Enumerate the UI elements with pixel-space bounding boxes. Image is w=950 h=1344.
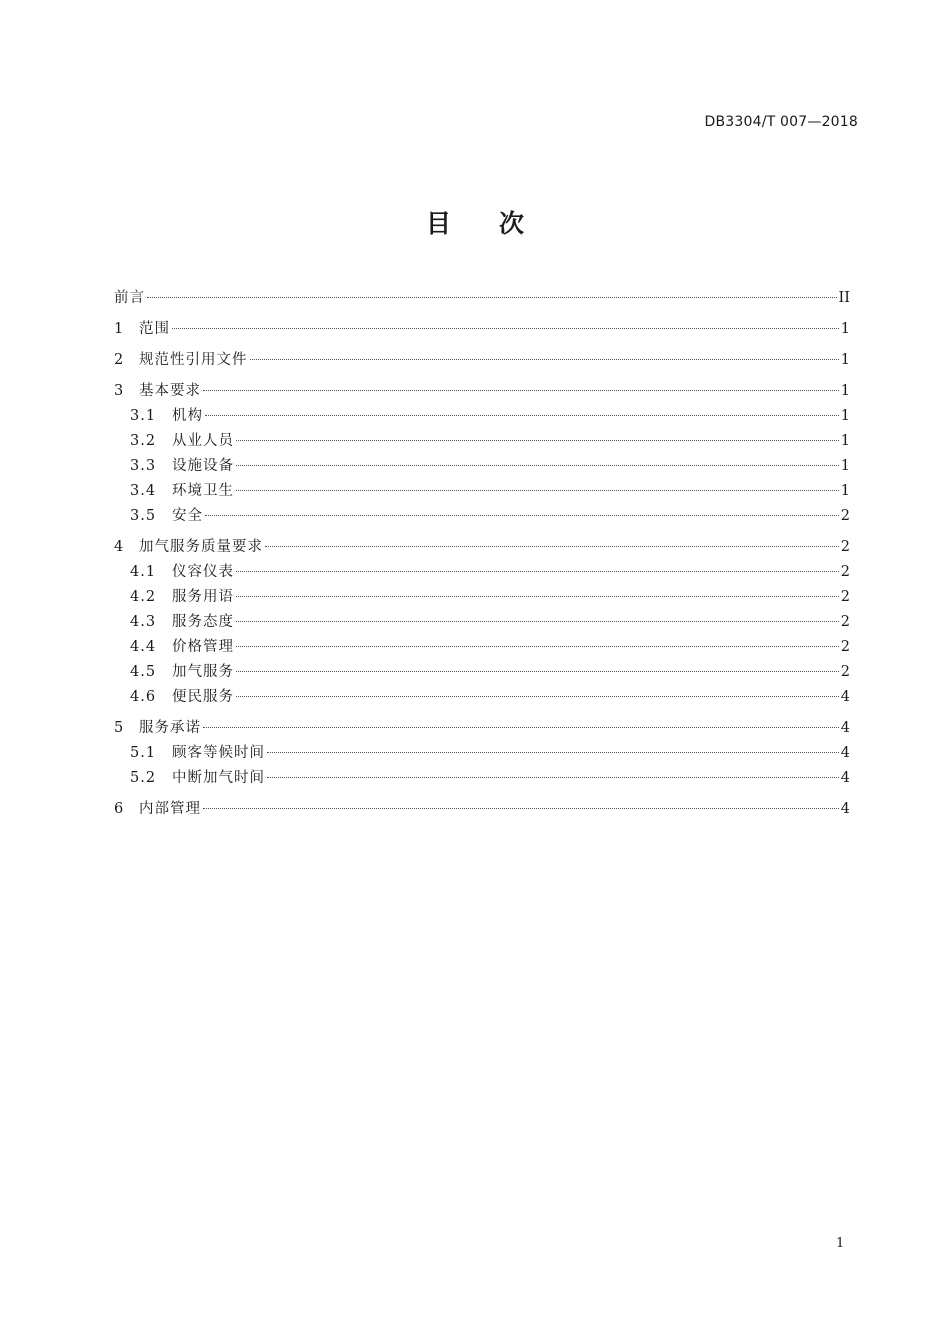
toc-entry-title: 机构 [172,408,203,424]
toc-entry[interactable] [114,429,850,454]
toc-entry[interactable] [114,535,850,560]
toc-title-right: 次 [499,209,525,238]
toc-entry-title: 中断加气时间 [172,770,265,786]
toc-entry-number: 4 [114,539,124,555]
toc-entry-page: 4 [840,801,850,817]
toc-entry-title: 便民服务 [172,689,234,705]
toc-entry-title: 基本要求 [139,383,201,399]
toc-entry[interactable] [114,797,850,822]
toc-entry-number: 5 [114,720,124,736]
toc-leader-dots [147,297,837,298]
toc-entry-page: 1 [840,483,850,499]
toc-entry[interactable] [114,379,850,404]
toc-title [0,204,950,240]
toc-entry-page: 4 [840,745,850,761]
toc-entry-title: 从业人员 [172,433,234,449]
toc-entry-number: 3.2 [130,433,157,449]
toc-entry-title: 规范性引用文件 [139,352,248,368]
toc-leader-dots [205,515,839,516]
toc-entry-title: 前言 [114,290,145,306]
toc-leader-dots [267,777,839,778]
toc-entry-number: 3.4 [130,483,157,499]
toc-entry-page: 4 [840,770,850,786]
toc-entry-number: 6 [114,801,124,817]
toc-leader-dots [236,621,839,622]
page-number: 1 [836,1236,845,1251]
toc-entry-number: 3.3 [130,458,157,474]
toc-entry-title: 服务态度 [172,614,234,630]
toc-entry-title: 范围 [139,321,170,337]
toc-entry-title: 服务用语 [172,589,234,605]
toc-entry-number: 3.1 [130,408,157,424]
toc-entry-page: 1 [840,433,850,449]
toc-leader-dots [236,465,839,466]
toc-entry-page: 2 [840,639,850,655]
toc-leader-dots [203,727,839,728]
toc-entry[interactable] [114,635,850,660]
toc-entry[interactable] [114,504,850,529]
document-code: DB3304/T 007—2018 [704,114,858,130]
toc-leader-dots [265,546,839,547]
toc-entry-number: 3.5 [130,508,157,524]
toc-leader-dots [203,390,839,391]
toc-entry-title: 加气服务 [172,664,234,680]
toc-title-left: 目 [425,209,451,238]
toc-entry[interactable] [114,479,850,504]
toc-entry-title: 内部管理 [139,801,201,817]
toc-leader-dots [236,440,839,441]
toc-leader-dots [236,571,839,572]
toc-entry-number: 4.3 [130,614,157,630]
toc-entry-number: 4.1 [130,564,157,580]
toc-entry[interactable] [114,741,850,766]
toc-entry-title: 仪容仪表 [172,564,234,580]
toc-entry-page: 2 [840,564,850,580]
toc-entry[interactable] [114,585,850,610]
toc-entry[interactable] [114,766,850,791]
table-of-contents [114,286,850,822]
toc-leader-dots [267,752,839,753]
toc-entry-number: 3 [114,383,124,399]
toc-entry-number: 2 [114,352,124,368]
toc-entry-title: 设施设备 [172,458,234,474]
toc-leader-dots [236,596,839,597]
toc-entry-number: 5.1 [130,745,157,761]
toc-entry-page: 1 [840,458,850,474]
toc-entry[interactable] [114,610,850,635]
toc-entry-title: 环境卫生 [172,483,234,499]
toc-entry-page: 2 [840,539,850,555]
toc-entry-page: 4 [840,689,850,705]
toc-leader-dots [236,696,839,697]
toc-entry-page: 1 [840,383,850,399]
toc-entry-page: 2 [840,614,850,630]
toc-entry-page: 1 [840,352,850,368]
toc-entry[interactable] [114,660,850,685]
toc-entry-number: 4.5 [130,664,157,680]
toc-entry[interactable] [114,286,850,311]
toc-leader-dots [203,808,839,809]
toc-entry-page: 2 [840,664,850,680]
toc-entry-page: 2 [840,508,850,524]
toc-entry-title: 安全 [172,508,203,524]
toc-leader-dots [172,328,839,329]
toc-leader-dots [236,490,839,491]
toc-entry-title: 服务承诺 [139,720,201,736]
toc-entry[interactable] [114,317,850,342]
toc-leader-dots [236,671,839,672]
toc-entry-number: 4.4 [130,639,157,655]
toc-entry-page: 1 [840,321,850,337]
toc-entry-number: 1 [114,321,124,337]
toc-leader-dots [250,359,839,360]
toc-entry[interactable] [114,716,850,741]
toc-entry[interactable] [114,454,850,479]
toc-entry[interactable] [114,560,850,585]
toc-entry-page: 2 [840,589,850,605]
toc-entry[interactable] [114,685,850,710]
toc-entry-title: 价格管理 [172,639,234,655]
toc-entry-number: 4.2 [130,589,157,605]
toc-entry-title: 顾客等候时间 [172,745,265,761]
toc-entry-page: 1 [840,408,850,424]
toc-entry-page: 4 [840,720,850,736]
toc-entry-number: 5.2 [130,770,157,786]
toc-entry-number: 4.6 [130,689,157,705]
toc-leader-dots [205,415,839,416]
toc-entry[interactable] [114,348,850,373]
toc-leader-dots [236,646,839,647]
toc-entry-page: II [838,290,850,306]
toc-entry[interactable] [114,404,850,429]
toc-entry-title: 加气服务质量要求 [139,539,263,555]
